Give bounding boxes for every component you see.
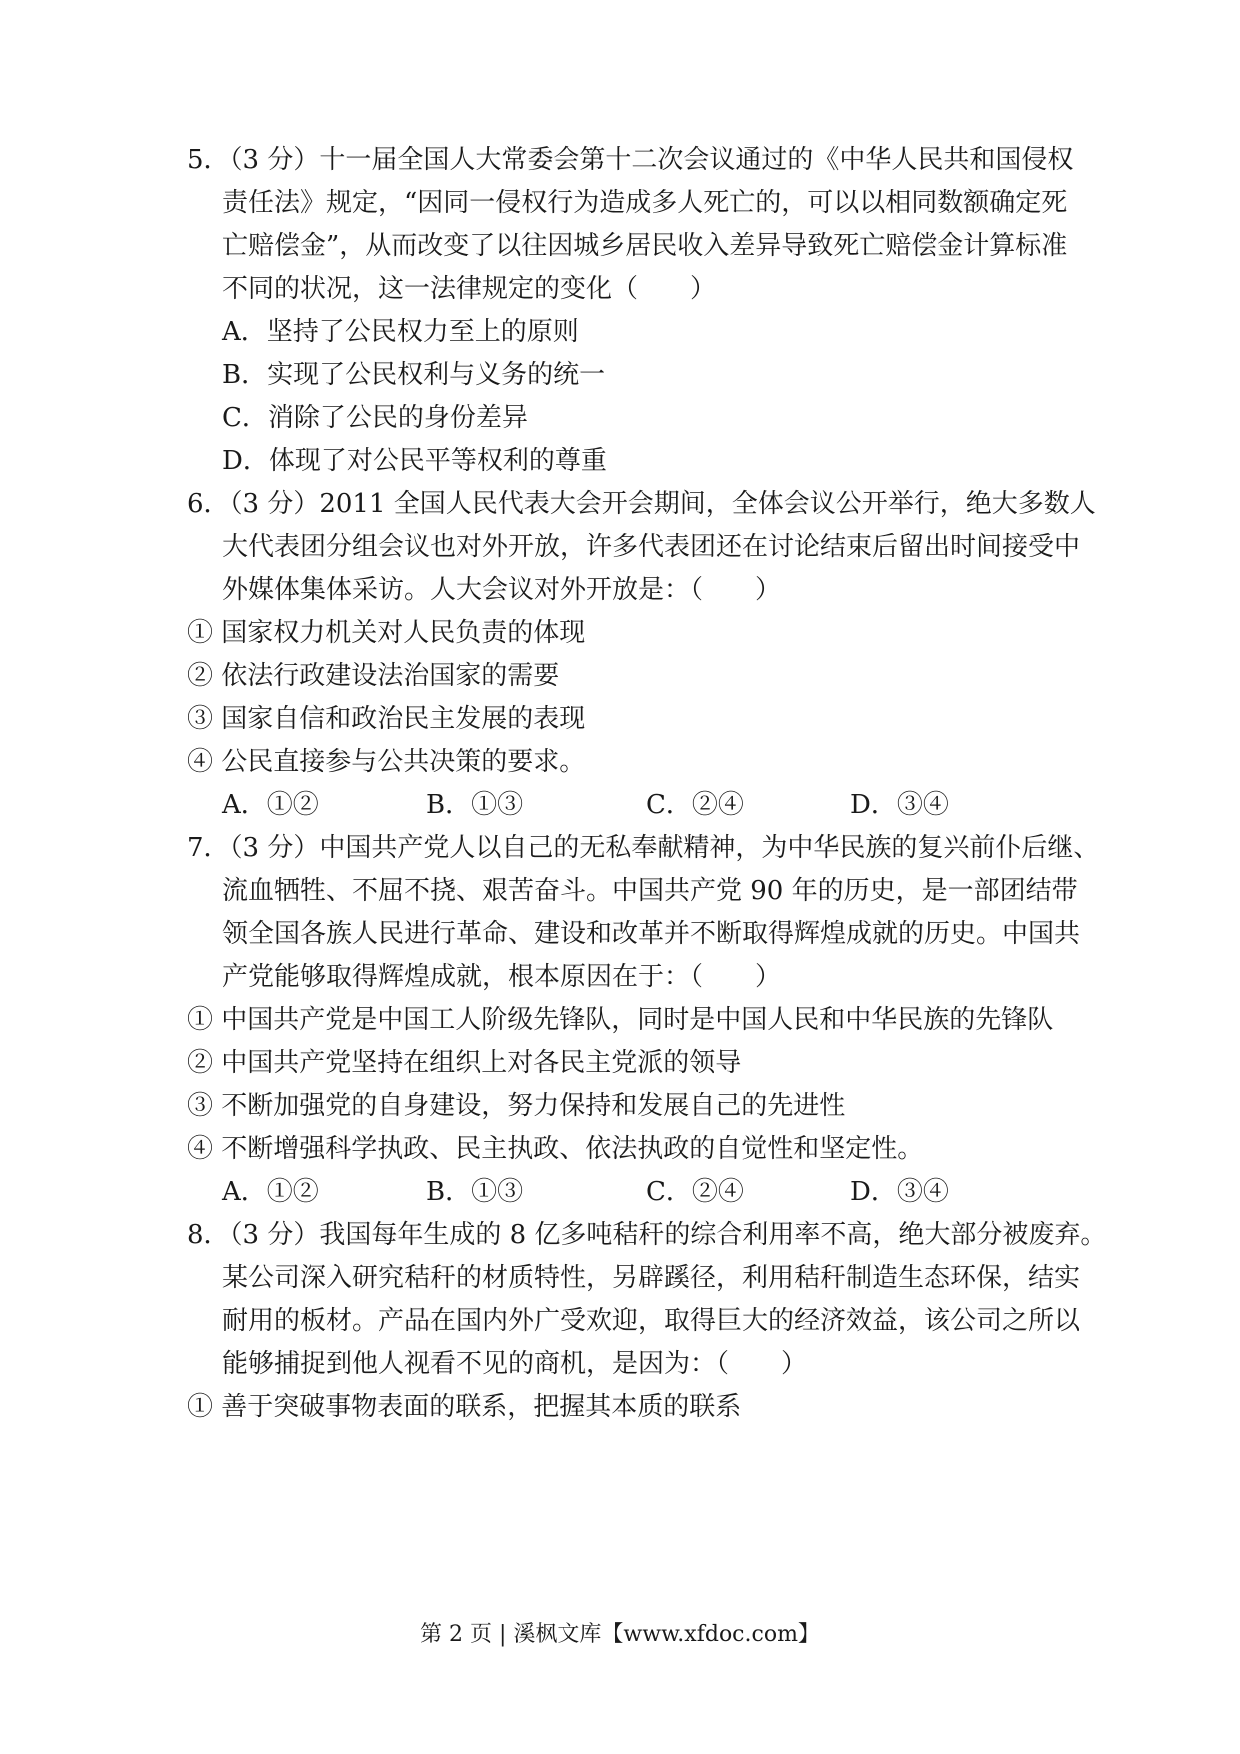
q6-line-2: 大代表团分组会议也对外开放，许多代表团还在讨论结束后留出时间接受中 xyxy=(222,532,1081,562)
q8-line-2: 某公司深入研究秸秆的材质特性，另辟蹊径，利用秸秆制造生态环保，结实 xyxy=(222,1263,1081,1293)
q8-line-3: 耐用的板材。产品在国内外广受欢迎，取得巨大的经济效益，该公司之所以 xyxy=(222,1306,1081,1336)
q7-item-4: ④ 不断增强科学执政、民主执政、依法执政的自觉性和坚定性。 xyxy=(187,1134,924,1164)
q7-choice-c: C．②④ xyxy=(646,1177,744,1207)
q5-line-2: 责任法》规定，“因同一侵权行为造成多人死亡的，可以以相同数额确定死 xyxy=(222,188,1068,218)
q6-choice-b: B．①③ xyxy=(426,790,524,820)
q5-line-4: 不同的状况，这一法律规定的变化（ ） xyxy=(222,274,717,304)
q5-line-3: 亡赔偿金”，从而改变了以往因城乡居民收入差异导致死亡赔偿金计算标准 xyxy=(222,231,1068,261)
q7-choice-d: D．③④ xyxy=(850,1177,949,1207)
q6-line-3: 外媒体集体采访。人大会议对外开放是：（ ） xyxy=(222,575,782,605)
q7-line-1: 7．（3 分）中国共产党人以自己的无私奉献精神，为中华民族的复兴前仆后继、 xyxy=(187,833,1100,863)
q7-item-2: ② 中国共产党坚持在组织上对各民主党派的领导 xyxy=(187,1048,742,1078)
q8-line-4: 能够捕捉到他人视看不见的商机，是因为：（ ） xyxy=(222,1349,808,1379)
q6-choice-c: C．②④ xyxy=(646,790,744,820)
q7-item-3: ③ 不断加强党的自身建设，努力保持和发展自己的先进性 xyxy=(187,1091,846,1121)
q8-line-1: 8．（3 分）我国每年生成的 8 亿多吨秸秆的综合利用率不高，绝大部分被废弃。 xyxy=(187,1220,1107,1250)
q7-item-1: ① 中国共产党是中国工人阶级先锋队，同时是中国人民和中华民族的先锋队 xyxy=(187,1005,1054,1035)
q6-item-1: ① 国家权力机关对人民负责的体现 xyxy=(187,618,586,648)
q7-choice-b: B．①③ xyxy=(426,1177,524,1207)
q7-choice-a: A．①② xyxy=(222,1177,319,1207)
q7-line-2: 流血牺牲、不屈不挠、艰苦奋斗。中国共产党 90 年的历史，是一部团结带 xyxy=(222,876,1078,906)
q5-option-d: D．体现了对公民平等权利的尊重 xyxy=(222,446,607,476)
q5-option-c: C．消除了公民的身份差异 xyxy=(222,403,528,433)
q6-choice-d: D．③④ xyxy=(850,790,949,820)
q6-item-2: ② 依法行政建设法治国家的需要 xyxy=(187,661,560,691)
q7-line-3: 领全国各族人民进行革命、建设和改革并不断取得辉煌成就的历史。中国共 xyxy=(222,919,1081,949)
q5-option-a: A．坚持了公民权力至上的原则 xyxy=(222,317,579,347)
q6-item-4: ④ 公民直接参与公共决策的要求。 xyxy=(187,747,586,777)
q6-choice-a: A．①② xyxy=(222,790,319,820)
q5-line-1: 5．（3 分）十一届全国人大常委会第十二次会议通过的《中华人民共和国侵权 xyxy=(187,145,1074,175)
q6-item-3: ③ 国家自信和政治民主发展的表现 xyxy=(187,704,586,734)
page-footer: 第 2 页 | 溪枫文库【www.xfdoc.com】 xyxy=(420,1622,820,1647)
q5-option-b: B．实现了公民权利与义务的统一 xyxy=(222,360,606,390)
q6-line-1: 6．（3 分）2011 全国人民代表大会开会期间，全体会议公开举行，绝大多数人 xyxy=(187,489,1096,519)
q7-line-4: 产党能够取得辉煌成就，根本原因在于：（ ） xyxy=(222,962,782,992)
q8-item-1: ① 善于突破事物表面的联系，把握其本质的联系 xyxy=(187,1392,742,1422)
